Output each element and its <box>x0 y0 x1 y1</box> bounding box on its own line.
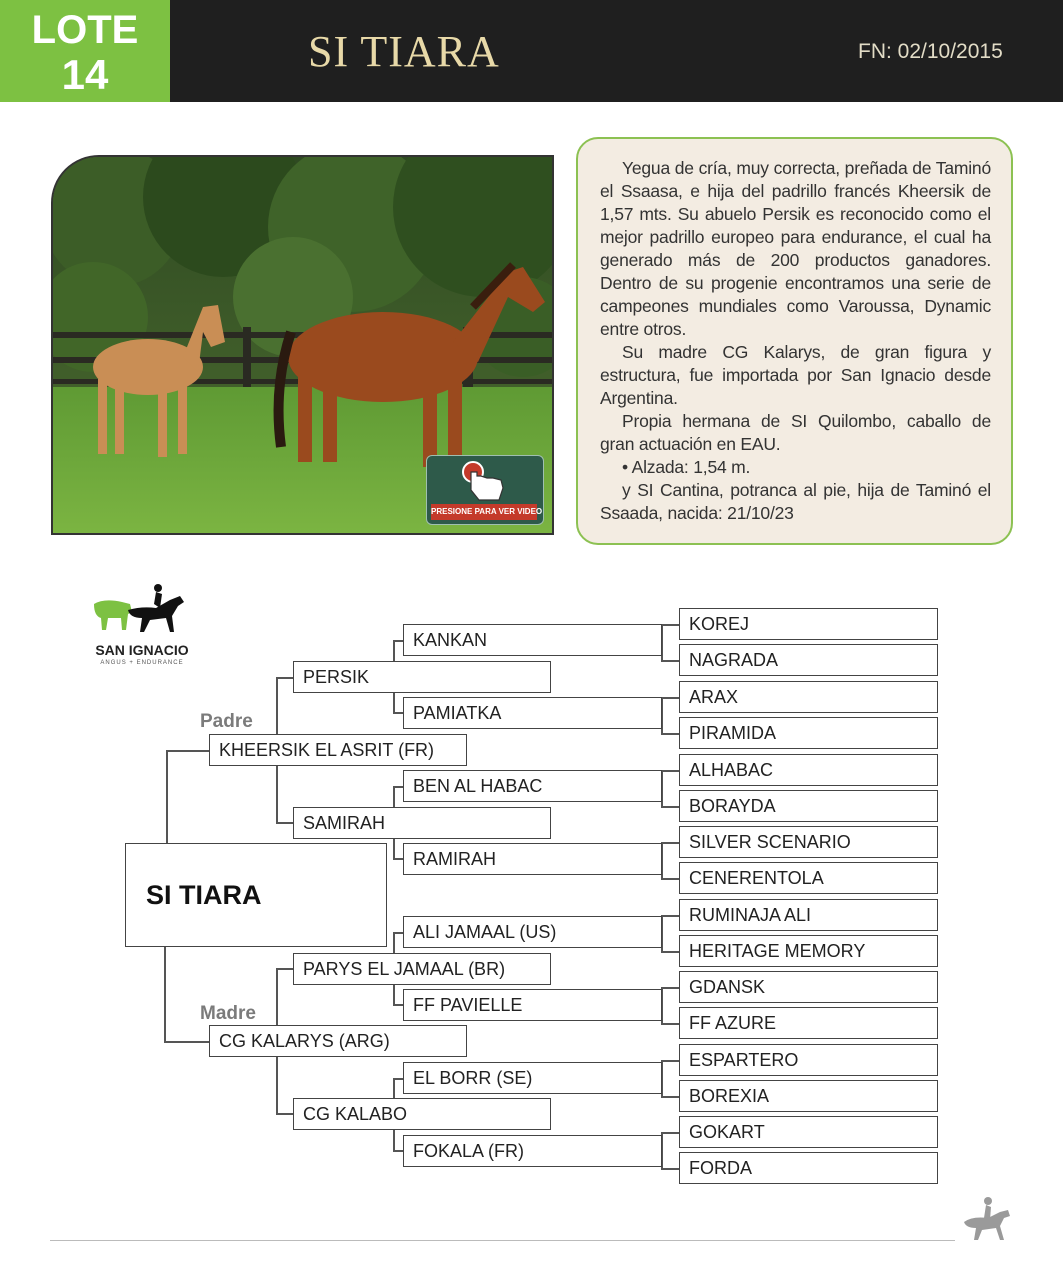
pedigree-sire: KHEERSIK EL ASRIT (FR) <box>209 734 467 766</box>
birth-date: FN: 02/10/2015 <box>858 40 1003 63</box>
cow-and-rider-logo-icon <box>84 582 200 642</box>
pedigree-gen3-box: ALI JAMAAL (US) <box>403 916 662 948</box>
rider-silhouette-icon <box>958 1196 1014 1244</box>
pedigree-gen3-box: PAMIATKA <box>403 697 662 729</box>
lot-badge <box>0 0 170 102</box>
pedigree-gen4-box: FF AZURE <box>679 1007 938 1039</box>
pedigree-gen3-box: FF PAVIELLE <box>403 989 662 1021</box>
pedigree-gen4-box: BORAYDA <box>679 790 938 822</box>
pedigree-gen4-box: ALHABAC <box>679 754 938 786</box>
watch-video-button[interactable] <box>426 455 544 525</box>
description-paragraph: Su madre CG Kalarys, de gran figura y estructura, fue importada por San Ignacio desde Argentina. <box>600 342 991 408</box>
pedigree-gen4-box: RUMINAJA ALI <box>679 899 938 931</box>
pedigree-gen4-box: NAGRADA <box>679 644 938 676</box>
pedigree-gen2-box: CG KALABO <box>293 1098 551 1130</box>
description-height: • Alzada: 1,54 m. <box>622 457 751 477</box>
pedigree-gen4-box: BOREXIA <box>679 1080 938 1112</box>
lot-number: 14 <box>61 51 109 98</box>
pedigree-gen2-box: SAMIRAH <box>293 807 551 839</box>
description-paragraph: Yegua de cría, muy correcta, preñada de Taminó el Ssaasa, e hija del padrillo francés Kheersik de 1,57 mts. Su abuelo Persik es reconocido como el mejor padrillo europeo para endurance, el cual ha generado más de 200 productos ganadores. Dentro de su progenie encontramos una serie de campeones mundiales como Varoussa, Dynamic entre otros. <box>600 158 991 339</box>
watch-video-label: PRESIONE PARA VER VIDEO <box>431 504 537 520</box>
pedigree-gen4-box: ESPARTERO <box>679 1044 938 1076</box>
pedigree-subject-name: SI TIARA <box>146 880 262 910</box>
description-foal: y SI Cantina, potranca al pie, hija de Taminó el Ssaada, nacida: 21/10/23 <box>600 480 991 523</box>
pedigree-gen4-box: GOKART <box>679 1116 938 1148</box>
pedigree-gen3-box: RAMIRAH <box>403 843 662 875</box>
hand-pointer-icon <box>457 460 513 504</box>
logo-tagline: ANGUS + ENDURANCE <box>100 660 184 666</box>
pedigree-gen4-box: HERITAGE MEMORY <box>679 935 938 967</box>
pedigree-gen3-box: EL BORR (SE) <box>403 1062 662 1094</box>
horse-name-title: SI TIARA <box>308 27 500 76</box>
description-paragraph: Propia hermana de SI Quilombo, caballo de gran actuación en EAU. <box>600 411 991 454</box>
san-ignacio-logo <box>84 582 200 670</box>
description-panel <box>576 137 1013 545</box>
pedigree-gen3-box: FOKALA (FR) <box>403 1135 662 1167</box>
pedigree-gen4-box: CENERENTOLA <box>679 862 938 894</box>
pedigree-gen3-box: BEN AL HABAC <box>403 770 662 802</box>
pedigree-gen4-box: PIRAMIDA <box>679 717 938 749</box>
pedigree-gen2-box: PERSIK <box>293 661 551 693</box>
sire-label: Padre <box>200 711 253 732</box>
pedigree-gen4-box: FORDA <box>679 1152 938 1184</box>
pedigree-dam: CG KALARYS (ARG) <box>209 1025 467 1057</box>
pedigree-gen4-box: ARAX <box>679 681 938 713</box>
pedigree-gen3-box: KANKAN <box>403 624 662 656</box>
pedigree-gen2-box: PARYS EL JAMAAL (BR) <box>293 953 551 985</box>
pedigree-gen4-box: SILVER SCENARIO <box>679 826 938 858</box>
dam-label: Madre <box>200 1003 256 1024</box>
pedigree-subject-box <box>125 843 387 947</box>
footer-divider <box>50 1240 955 1241</box>
logo-name: SAN IGNACIO <box>95 642 189 658</box>
pedigree-gen4-box: KOREJ <box>679 608 938 640</box>
lot-word: LOTE <box>31 8 139 52</box>
pedigree-gen4-box: GDANSK <box>679 971 938 1003</box>
